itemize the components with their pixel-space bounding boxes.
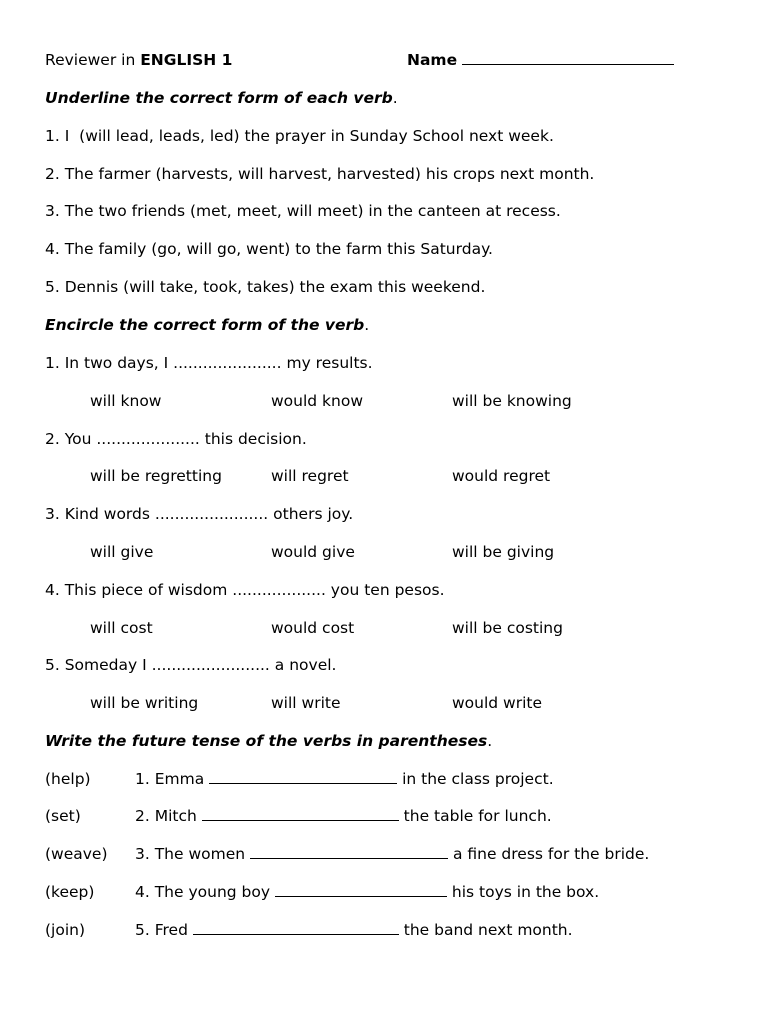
verb-hint: (weave) [45,845,108,863]
option-a[interactable]: will know [90,392,162,410]
option-c[interactable]: will be costing [452,619,563,637]
title-prefix: Reviewer in [45,51,141,69]
section1-item: 1. I (will lead, leads, led) the prayer in Sunday School next week. [45,127,554,145]
worksheet-title [45,50,232,70]
option-a[interactable]: will cost [90,619,153,637]
answer-blank[interactable] [202,806,399,821]
verb-hint: (help) [45,770,91,788]
answer-dots[interactable]: ........................ [151,656,270,674]
section1-heading: Underline the correct form of each verb. [45,89,398,107]
option-b[interactable]: will write [271,694,341,712]
section1-item: 4. The family (go, will go, went) to the farm this Saturday. [45,240,493,258]
answer-dots[interactable]: ..................... [96,430,200,448]
section1-item: 2. The farmer (harvests, will harvest, harvested) his crops next month. [45,165,595,183]
section3-heading: Write the future tense of the verbs in parentheses. [45,732,493,750]
subject-name: ENGLISH 1 [140,51,233,69]
verb-hint: (keep) [45,883,95,901]
section2-question: 1. In two days, I ...................... my results. [45,354,373,372]
option-b[interactable]: would give [271,543,355,561]
option-c[interactable]: would regret [452,467,551,485]
section3-sentence: 5. Fred the band next month. [135,921,573,939]
section2-question: 2. You ..................... this decision. [45,430,307,448]
verb-hint: (join) [45,921,86,939]
section2-heading: Encircle the correct form of the verb. [45,316,370,334]
option-b[interactable]: will regret [271,467,349,485]
answer-blank[interactable] [275,882,447,897]
section3-sentence: 3. The women a fine dress for the bride. [135,845,650,863]
section2-question: 3. Kind words ....................... others joy. [45,505,354,523]
name-label: Name [407,51,458,69]
section3-sentence: 4. The young boy his toys in the box. [135,883,600,901]
verb-hint: (set) [45,807,81,825]
option-c[interactable]: will be giving [452,543,555,561]
answer-blank[interactable] [250,844,448,859]
section1-item: 3. The two friends (met, meet, will meet) in the canteen at recess. [45,202,561,220]
answer-blank[interactable] [209,769,397,784]
name-blank[interactable] [462,50,674,65]
section1-item: 5. Dennis (will take, took, takes) the exam this weekend. [45,278,486,296]
option-c[interactable]: will be knowing [452,392,572,410]
option-a[interactable]: will be regretting [90,467,222,485]
answer-blank[interactable] [193,920,399,935]
section2-question: 5. Someday I ........................ a novel. [45,656,337,674]
option-b[interactable]: would know [271,392,364,410]
option-c[interactable]: would write [452,694,543,712]
answer-dots[interactable]: ...................... [154,505,264,523]
answer-dots[interactable]: .................. [232,581,321,599]
section3-sentence: 2. Mitch the table for lunch. [135,807,552,825]
option-b[interactable]: would cost [271,619,355,637]
section3-sentence: 1. Emma in the class project. [135,770,554,788]
option-a[interactable]: will give [90,543,154,561]
answer-dots[interactable]: ...................... [173,354,282,372]
section2-question: 4. This piece of wisdom ................... you ten pesos. [45,581,445,599]
option-a[interactable]: will be writing [90,694,199,712]
name-line [407,50,674,70]
